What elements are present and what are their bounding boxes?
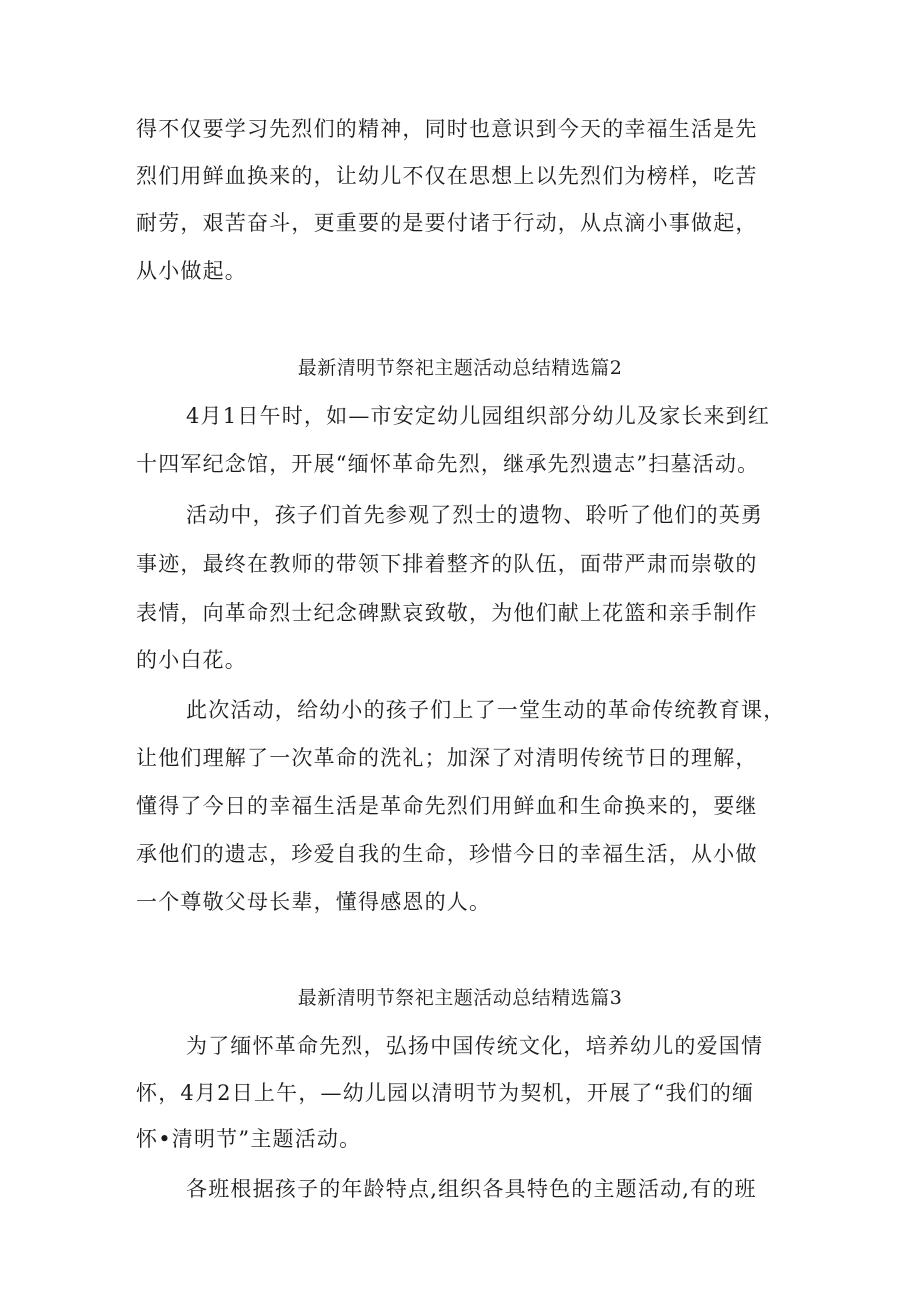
section2-p2-line-4: 的小白花。 (136, 648, 247, 672)
section3-p1-line-3: 怀•清明节”主题活动。 (136, 1127, 362, 1151)
section2-p3-line-1: 此次活动，给幼小的孩子们上了一堂生动的革命传统教育课， (186, 698, 786, 722)
section2-p2-line-3: 表情，向革命烈士纪念碑默哀致敬，为他们献上花篮和亲手制作 (136, 601, 758, 625)
intro-line-3: 耐劳，艰苦奋斗，更重要的是要付诸于行动，从点滴小事做起， (136, 211, 758, 235)
section2-p3-line-4: 承他们的遗志，珍爱自我的生命，珍惜今日的幸福生活，从小做 (136, 842, 758, 866)
intro-line-2: 烈们用鲜血换来的，让幼儿不仅在思想上以先烈们为榜样，吃苦 (136, 164, 758, 188)
section2-p2-line-1: 活动中，孩子们首先参观了烈士的遗物、聆听了他们的英勇 (186, 503, 764, 527)
section2-heading: 最新清明节祭祀主题活动总结精选篇2 (297, 357, 623, 379)
section2-p2-line-2: 事迹，最终在教师的带领下排着整齐的队伍，面带严肃而崇敬的 (136, 552, 758, 576)
section3-p1-line-1: 为了缅怀革命先烈，弘扬中国传统文化，培养幼儿的爱国情 (186, 1034, 764, 1058)
section3-p2-line-1: 各班根据孩子的年龄特点,组织各具特色的主题活动,有的班 (186, 1177, 757, 1201)
intro-line-4: 从小做起。 (136, 259, 247, 283)
section2-p1-line-2: 十四军纪念馆，开展“缅怀革命先烈，继承先烈遗志”扫墓活动。 (136, 452, 760, 476)
section3-p1-line-2: 怀，4月2日上午，—幼儿园以清明节为契机，开展了“我们的缅 (136, 1081, 755, 1105)
section2-p3-line-2: 让他们理解了一次革命的洗礼；加深了对清明传统节日的理解， (136, 746, 758, 770)
section2-p1-line-1: 4月1日午时，如—市安定幼儿园组织部分幼儿及家长来到红 (186, 404, 771, 428)
intro-line-1: 得不仅要学习先烈们的精神，同时也意识到今天的幸福生活是先 (136, 117, 758, 141)
section2-p3-line-5: 一个尊敬父母长辈，懂得感恩的人。 (136, 890, 492, 914)
section2-p3-line-3: 懂得了今日的幸福生活是革命先烈们用鲜血和生命换来的，要继 (136, 794, 758, 818)
section3-heading: 最新清明节祭祀主题活动总结精选篇3 (297, 987, 623, 1009)
